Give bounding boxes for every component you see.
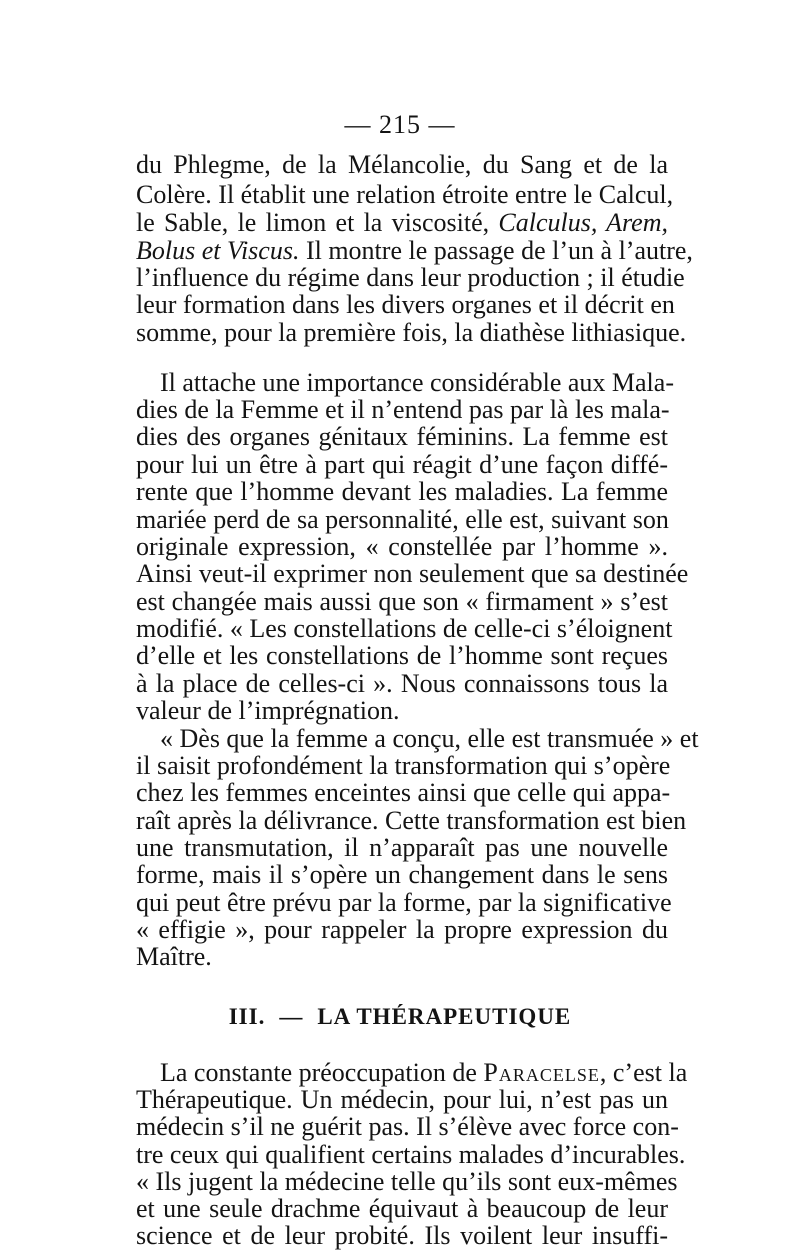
text-line: d’elle et les constellations de l’homme sont reçues xyxy=(136,641,668,670)
text-segment: La constante préoccupation de xyxy=(160,1058,477,1087)
text-line: modifié. « Les constellations de celle-ci s’éloignent xyxy=(136,614,673,643)
text-line: dies des organes génitaux féminins. La femme est xyxy=(136,422,668,451)
author-name: Paracelse xyxy=(483,1058,600,1087)
section-dash: — xyxy=(279,1004,304,1029)
text-line: « Ils jugent la médecine telle qu’ils sont eux-mêmes xyxy=(136,1167,678,1196)
section-title: LA THÉRAPEUTIQUE xyxy=(317,1004,572,1029)
text-line: dies de la Femme et il n’entend pas par là les mala- xyxy=(136,395,670,424)
text-line: valeur de l’imprégnation. xyxy=(136,696,400,725)
text-line: chez les femmes enceintes ainsi que celle qui appa- xyxy=(136,778,671,807)
text-segment: , c’est la xyxy=(599,1058,688,1087)
text-line: médecin s’il ne guérit pas. Il s’élève avec force con- xyxy=(136,1112,679,1141)
page-number: — 215 — xyxy=(344,110,456,139)
text-line: il saisit profondément la transformation qui s’opère xyxy=(136,751,671,780)
section-heading xyxy=(0,1000,800,1034)
text-line: et une seule drachme équivaut à beaucoup de leur xyxy=(136,1194,668,1223)
text-line: est changée mais aussi que son « firmament » s’est xyxy=(136,587,668,616)
italic-latin-terms: Calculus, Arem, xyxy=(498,208,668,237)
text-line: Il attache une importance considérable aux Mala- xyxy=(160,368,674,397)
text-line: somme, pour la première fois, la diathèse lithiasique. xyxy=(136,318,687,347)
section-number: III. xyxy=(228,1004,266,1029)
text-line: Thérapeutique. Un médecin, pour lui, n’est pas un xyxy=(136,1085,668,1114)
text-line: pour lui un être à part qui réagit d’une façon diffé- xyxy=(136,450,668,479)
text-line: Ainsi veut-il exprimer non seulement que sa destinée xyxy=(136,559,689,588)
text-line: tre ceux qui qualifient certains malades d’incurables. xyxy=(136,1140,686,1169)
text-line: mariée perd de sa personnalité, elle est, suivant son xyxy=(136,505,669,534)
text-line: qui peut être prévu par la forme, par la significative xyxy=(136,888,672,917)
text-line: une transmutation, il n’apparaît pas une nouvelle xyxy=(136,833,668,862)
text-segment: Il montre le passage de l’un à l’autre, xyxy=(305,236,693,265)
text-line: originale expression, « constellée par l’homme ». xyxy=(136,532,668,561)
text-line: science et de leur probité. Ils voilent leur insuffi- xyxy=(136,1221,668,1250)
text-line: raît après la délivrance. Cette transformation est bien xyxy=(136,806,687,835)
text-line: forme, mais il s’opère un changement dans le sens xyxy=(136,860,668,889)
text-line: à la place de celles-ci ». Nous connaissons tous la xyxy=(136,669,668,698)
text-segment: le Sable, le limon et la viscosité, xyxy=(136,208,490,237)
text-line: Maître. xyxy=(136,942,212,971)
text-line: rente que l’homme devant les maladies. La femme xyxy=(136,477,668,506)
text-line: du Phlegme, de la Mélancolie, du Sang et de la xyxy=(136,150,668,179)
text-line: l’influence du régime dans leur production ; il étudie xyxy=(136,263,685,292)
text-line: « Dès que la femme a conçu, elle est transmuée » et xyxy=(160,724,699,753)
text-line: « effigie », pour rappeler la propre expression du xyxy=(136,915,668,944)
italic-latin-terms: Bolus et Viscus. xyxy=(136,236,300,265)
text-line: leur formation dans les divers organes et il décrit en xyxy=(136,290,675,319)
text-line: Colère. Il établit une relation étroite entre le Calcul, xyxy=(136,180,674,209)
